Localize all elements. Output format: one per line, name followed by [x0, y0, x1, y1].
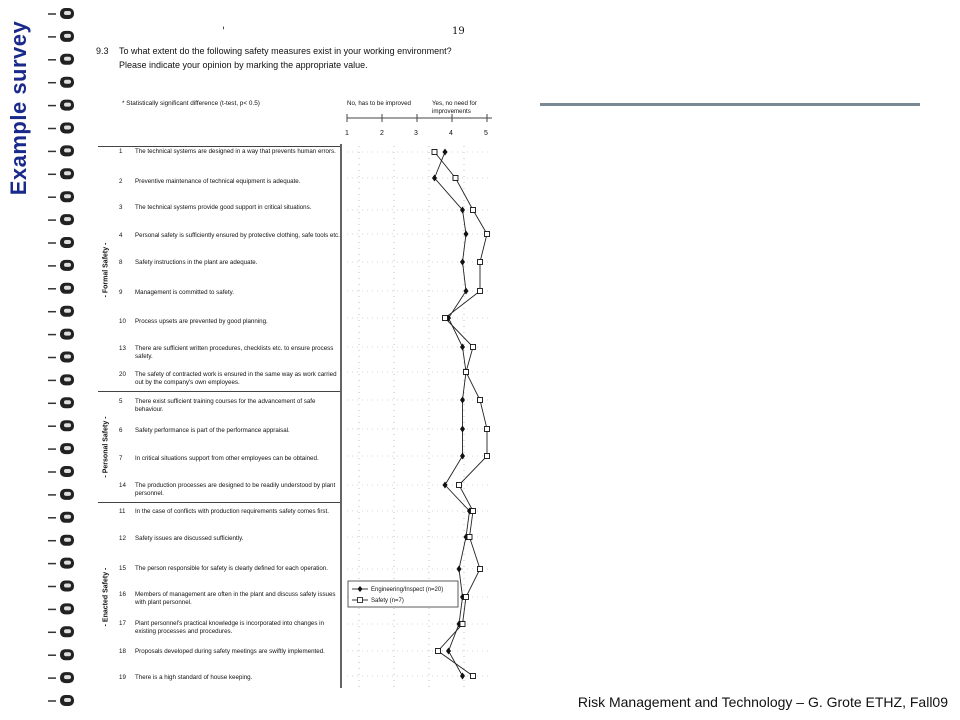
data-point	[467, 535, 472, 540]
question-number: 9.3	[96, 46, 109, 56]
data-point	[432, 150, 437, 155]
binding-ring	[48, 283, 74, 294]
binding-ring	[48, 31, 74, 42]
binding-ring	[48, 512, 74, 523]
group-label-enacted-safety: - Enacted Safety -	[102, 567, 110, 627]
data-point	[471, 208, 476, 213]
scan-mark: '	[222, 26, 225, 37]
data-point	[464, 370, 469, 375]
significance-note: * Statistically significant difference (t-test, p< 0.5)	[122, 100, 260, 107]
binding-ring	[48, 54, 74, 65]
data-point	[485, 454, 490, 459]
binding-ring	[48, 466, 74, 477]
scale-tick-label: 4	[449, 130, 453, 137]
binding-ring	[48, 168, 74, 179]
data-point	[457, 566, 462, 573]
binding-ring	[48, 237, 74, 248]
data-point	[460, 397, 465, 404]
binding-ring	[48, 626, 74, 637]
data-point	[436, 649, 441, 654]
binding-ring	[48, 535, 74, 546]
spiral-binding	[46, 0, 80, 720]
scale-high-label: Yes, no need for improvements	[432, 100, 477, 115]
binding-ring	[48, 260, 74, 271]
data-point	[471, 509, 476, 514]
question-text: To what extent do the following safety measures exist in your working environment?	[119, 46, 452, 56]
scale-tick-label: 2	[380, 130, 384, 137]
profile-chart	[92, 0, 502, 692]
group-label-personal-safety: - Personal Safety -	[102, 416, 110, 478]
page-number: 19	[452, 26, 465, 37]
legend-label: Safety (n=7)	[371, 598, 404, 605]
binding-ring	[48, 352, 74, 363]
binding-ring	[48, 558, 74, 569]
data-point	[453, 176, 458, 181]
data-point	[443, 149, 448, 156]
binding-ring	[48, 397, 74, 408]
binding-ring	[48, 603, 74, 614]
scale-tick-label: 1	[345, 130, 349, 137]
binding-ring	[48, 123, 74, 134]
question-instruction: Please indicate your opinion by marking the appropriate value.	[119, 60, 368, 70]
scale-tick-label: 3	[414, 130, 418, 137]
data-point	[478, 260, 483, 265]
data-point	[460, 622, 465, 627]
binding-ring	[48, 581, 74, 592]
binding-ring	[48, 306, 74, 317]
binding-ring	[48, 374, 74, 385]
binding-ring	[48, 672, 74, 683]
data-point	[478, 289, 483, 294]
binding-ring	[48, 489, 74, 500]
scanned-survey-page: ' 19 9.3 To what extent do the following safety measures exist in your working environment? Please indicate your opinion by marking the appropriate value. * Statistically significant difference (t-test, p< 0.5) No, has to be improved Yes, no need for improvements 1 2 3 4 5 - Formal Safety - - Personal Safety - - Enacted Safety - 1 The technical systems are designed in a way that prevents human errors. 2 Preventive maintenance of technical equipment is adequate. 3 The technical systems provide good support in critical situations. 4 Personal safety is sufficiently ensured by protective clothing, safe tools etc. 8 Safety instructions in the plant are adequate. 9 Management is committed to safety. 10 Process upsets are prevented by good planning. 13 There are sufficient written procedures, checklists etc. to ensure process safety. 20 The safety of contracted work is ensured in the same way as work carried out by the company's own employees. 5 There exist sufficient training courses for the advancement of safe behaviour. 6 Safety performance is part of the performance appraisal. 7 In critical situations support from other employees can be obtained. 14 The production processes are designed to be readily understood by plant personnel. 11 In the case of conflicts with production requirements safety comes first. 12 Safety issues are discussed sufficiently. 15 The person responsible for safety is clearly defined for each operation. 16 Members of management are often in the plant and discuss safety issues with plant personnel. 17 Plant personnel's practical knowledge is incorporated into changes in existing processes and procedures. 18 Proposals developed during safety meetings are swiftly implemented. 19 There is a high standard of house keeping. Engineering/Inspect (n=20) Safety (n=7)	[92, 0, 502, 692]
data-point	[485, 427, 490, 432]
legend-marker	[358, 598, 363, 603]
data-point	[460, 259, 465, 266]
slide-footer: Risk Management and Technology – G. Grote ETHZ, Fall09	[577, 694, 948, 710]
binding-ring	[48, 191, 74, 202]
binding-ring	[48, 329, 74, 340]
binding-ring	[48, 8, 74, 19]
legend-label: Engineering/Inspect (n=20)	[371, 587, 444, 594]
scale-tick-label: 5	[484, 130, 488, 137]
data-point	[443, 316, 448, 321]
slide-title: Example survey	[6, 20, 31, 196]
binding-ring	[48, 77, 74, 88]
binding-ring	[48, 695, 74, 706]
title-underline	[540, 103, 920, 106]
data-point	[471, 345, 476, 350]
binding-ring	[48, 649, 74, 660]
data-point	[478, 398, 483, 403]
data-point	[478, 567, 483, 572]
data-point	[464, 595, 469, 600]
data-point	[460, 426, 465, 433]
binding-ring	[48, 443, 74, 454]
binding-ring	[48, 100, 74, 111]
data-point	[485, 232, 490, 237]
group-label-formal-safety: - Formal Safety -	[102, 242, 110, 298]
binding-ring	[48, 214, 74, 225]
data-point	[457, 483, 462, 488]
binding-ring	[48, 145, 74, 156]
scale-low-label: No, has to be improved	[347, 100, 411, 107]
data-point	[471, 674, 476, 679]
binding-ring	[48, 420, 74, 431]
